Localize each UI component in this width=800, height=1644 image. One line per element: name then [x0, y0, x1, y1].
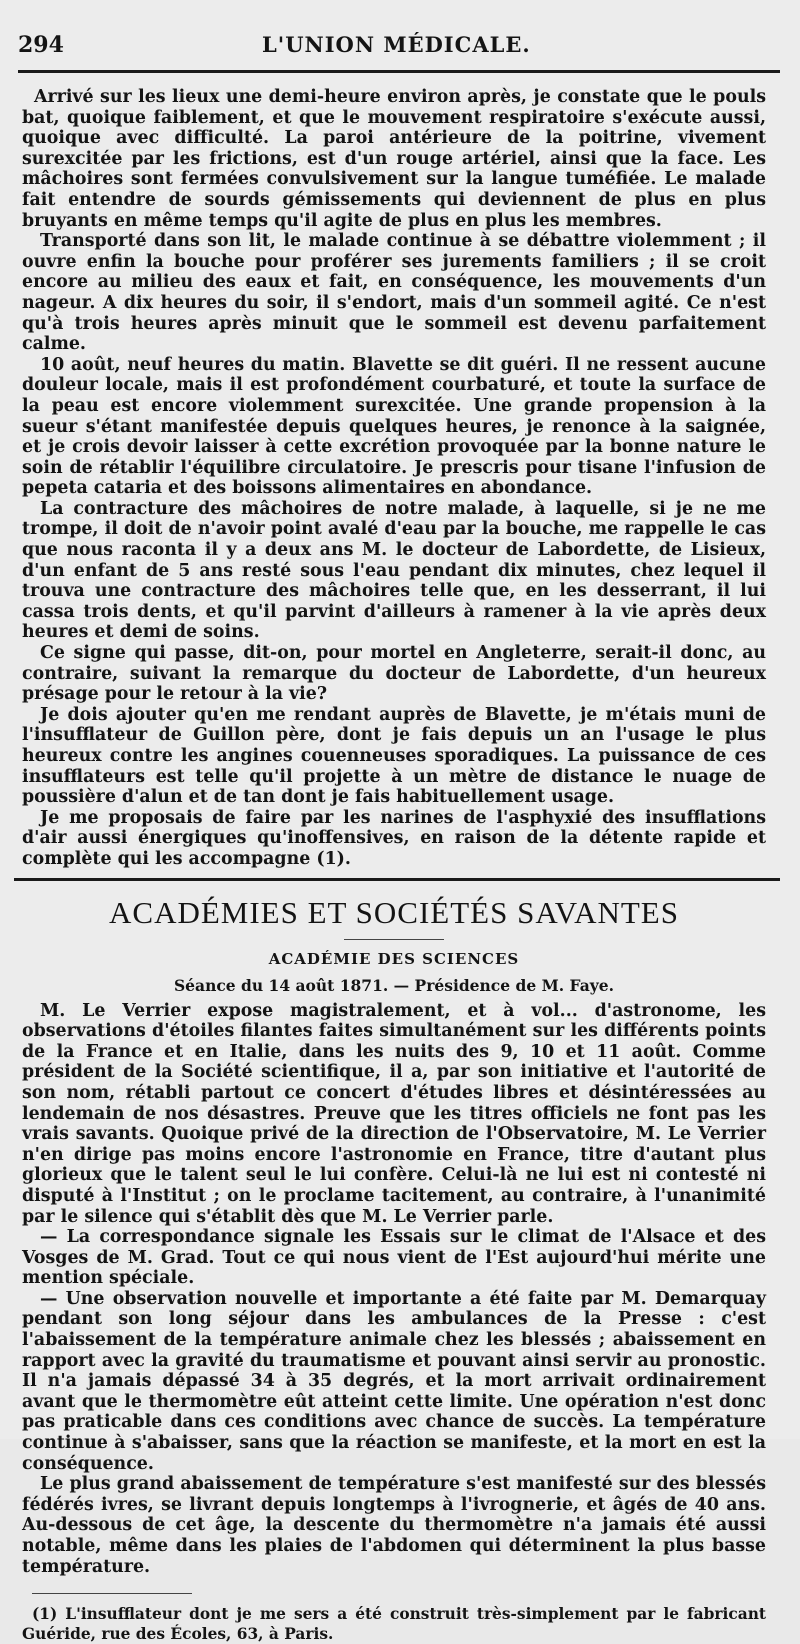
section-title: ACADÉMIES ET SOCIÉTÉS SAVANTES: [109, 894, 679, 930]
title-underline: [344, 939, 444, 940]
page-number: 294: [18, 32, 64, 58]
paragraph: 10 août, neuf heures du matin. Blavette se dit guéri. Il ne ressent aucune douleur locale, mais il est profondément courbaturé, et toute la surface de la peau est encore violemment surexcitée. Une grande propension à la sueur s'étant manifestée depuis quelques heures, je renonce à la saignée, et je crois devoir laisser à cette excrétion provoquée par la bonne nature le soin de rétablir l'équilibre circulatoire. Je prescris pour tisane l'infusion de pepeta cataria et des boissons alimentaires en abondance.: [22, 354, 766, 499]
footnote-rule: [32, 1593, 192, 1594]
paragraph: Ce signe qui passe, dit-on, pour mortel en Angleterre, serait-il donc, au contraire, suivant la remarque du docteur de Labordette, d'un heureux présage pour le retour à la vie?: [22, 643, 766, 705]
running-head: [18, 32, 780, 73]
paragraph: Le plus grand abaissement de température s'est manifesté sur des blessés fédérés ivres, se livrant depuis longtemps à l'ivrognerie, et âgés de 40 ans. Au-dessous de cet âge, la descente du thermomètre n'a jamais été aussi notable, même dans les plaies de l'abdomen qui déterminent la plus basse température.: [22, 1474, 766, 1577]
journal-title: L'UNION MÉDICALE.: [262, 32, 531, 57]
case-report: [22, 87, 766, 870]
paragraph: M. Le Verrier expose magistralement, et à vol... d'astronome, les observations d'étoiles filantes faites simultanément sur les différents points de la France et en Italie, dans les nuits des 9, 10 et 11 août. Comme président de la Société scientifique, il a, par son initiative et l'autorité de son nom, rétabli partout ce concert d'études libres et désintéressées au lendemain de nos désastres. Preuve que les titres officiels ne font pas les vrais savants. Quoique privé de la direction de l'Observatoire, M. Le Verrier n'en dirige pas moins encore l'astronomie en France, titre d'autant plus glorieux que le talent seul le lui confère. Celui-là ne lui est ni contesté ni disputé à l'Institut ; on le proclame tacitement, au contraire, à l'unanimité par le silence qui s'établit dès que M. Le Verrier parle.: [22, 1000, 766, 1227]
academy-heading: ACADÉMIE DES SCIENCES: [268, 949, 520, 968]
paragraph: Transporté dans son lit, le malade continue à se débattre violemment ; il ouvre enfin la bouche pour proférer ses jurements familiers ; il se croit encore au milieu des eaux et fait, en conséquence, les mouvements d'un nageur. A dix heures du soir, il s'endort, mais d'un sommeil agité. Ce n'est qu'à trois heures après minuit que le sommeil est devenu parfaitement calme.: [22, 231, 766, 355]
paragraph: Je me proposais de faire par les narines de l'asphyxié des insufflations d'air aussi énergiques qu'inoffensives, en raison de la détente rapide et complète qui les accompagne (1).: [22, 807, 766, 869]
paragraph: Arrivé sur les lieux une demi-heure environ après, je constate que le pouls bat, quoique faiblement, et que le mouvement respiratoire s'exécute aussi, quoique avec difficulté. La paroi antérieure de la poitrine, vivement surexcitée par les frictions, est d'un rouge artériel, ainsi que la face. Les mâchoires sont fermées convulsivement sur la langue tuméfiée. Le malade fait entendre de sourds gémissements qui deviennent de plus en plus bruyants en même temps qu'il agite de plus en plus les membres.: [22, 87, 766, 231]
footnote: (1) L'insufflateur dont je me sers a été construit très-simplement par le fabricant Guéride, rue des Écoles, 63, à Paris.: [22, 1605, 766, 1644]
paragraph: La contracture des mâchoires de notre malade, à laquelle, si je ne me trompe, il doit de n'avoir point avalé d'eau par la bouche, me rappelle le cas que nous raconta il y a deux ans M. le docteur de Labordette, de Lisieux, d'un enfant de 5 ans resté sous l'eau pendant dix minutes, chez lequel il trouva une contracture des mâchoires telle que, en les desserrant, il lui cassa trois dents, et qu'il parvint d'ailleurs à ramener à la vie après deux heures et demi de soins.: [22, 498, 766, 643]
paragraph: Je dois ajouter qu'en me rendant auprès de Blavette, je m'étais muni de l'insufflateur de Guillon père, dont je fais depuis un an l'usage le plus heureux contre les angines couenneuses sporadiques. La puissance de ces insufflateurs est telle qu'il projette à un mètre de distance le nuage de poussière d'alun et de tan dont je fais habituellement usage.: [22, 704, 766, 808]
academy-report: [22, 1001, 766, 1578]
session-line: Séance du 14 août 1871. — Présidence de M. Faye.: [173, 975, 615, 995]
section-divider: [14, 878, 780, 881]
paragraph: — Une observation nouvelle et importante a été faite par M. Demarquay pendant son long séjour dans les ambulances de la Presse : c'est l'abaissement de la température animale chez les blessés ; abaissement en rapport avec la gravité du traumatisme et pouvant ainsi servir au pronostic. Il n'a jamais dépassé 34 à 35 degrés, et la mort arrivait ordinairement avant que le thermomètre eût atteint cette limite. Une opération n'est donc pas praticable dans ces conditions avec chance de succès. La température continue à s'abaisser, sans que la réaction se manifeste, et la mort en est la conséquence.: [22, 1288, 766, 1474]
paragraph: — La correspondance signale les Essais sur le climat de l'Alsace et des Vosges de M. Grad. Tout ce qui nous vient de l'Est aujourd'hui mérite une mention spéciale.: [22, 1227, 766, 1289]
